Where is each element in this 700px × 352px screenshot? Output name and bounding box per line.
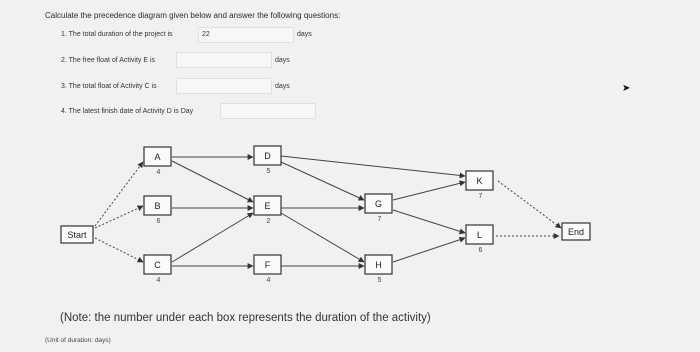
link-start-b <box>95 206 143 228</box>
question-3-label: 3. The total float of Activity C is <box>61 83 157 90</box>
link-start-a <box>95 162 143 226</box>
link-k-end <box>498 181 561 228</box>
activity-boxes <box>144 146 493 284</box>
link-start-c <box>95 238 143 262</box>
link-d-k <box>281 156 465 176</box>
activity-duration-a: 4 <box>156 169 161 176</box>
question-4-label: 4. The latest finish date of Activity D is Day <box>61 108 194 115</box>
link-a-e <box>172 161 253 202</box>
link-g-l <box>393 210 465 233</box>
question-2-unit: days <box>275 57 290 64</box>
link-d-g <box>281 162 364 200</box>
activity-duration-e: 2 <box>266 218 271 225</box>
activity-duration-b: 6 <box>156 218 161 225</box>
activity-label-c: C <box>154 260 161 270</box>
unit-note: (Unit of duration: days) <box>45 337 111 344</box>
activity-duration-f: 4 <box>266 277 271 284</box>
activity-duration-k: 7 <box>478 193 483 200</box>
activity-duration-l: 6 <box>478 247 483 254</box>
activity-duration-c: 4 <box>156 277 161 284</box>
link-g-k <box>393 182 465 200</box>
link-c-e <box>172 213 253 262</box>
activity-duration-g: 7 <box>377 216 382 223</box>
link-e-h <box>281 213 364 262</box>
activity-label-a: A <box>154 152 161 162</box>
question-1-label: 1. The total duration of the project is <box>61 31 173 38</box>
activity-label-d: D <box>264 151 271 161</box>
start-label: Start <box>67 230 87 240</box>
activity-label-k: K <box>476 176 483 186</box>
duration-note: (Note: the number under each box represents the duration of the activity) <box>60 312 431 324</box>
link-h-l <box>393 238 465 262</box>
activity-label-f: F <box>264 260 271 270</box>
activity-duration-h: 5 <box>377 277 382 284</box>
mouse-cursor-icon: ➤ <box>622 83 631 94</box>
question-2-label: 2. The free float of Activity E is <box>61 57 156 64</box>
question-1-answer-input[interactable]: 22 <box>198 27 294 43</box>
activity-label-b: B <box>154 201 161 211</box>
question-1-unit: days <box>297 31 312 38</box>
activity-label-g: G <box>374 199 383 209</box>
question-title: Calculate the precedence diagram given below and answer the following questions: <box>45 11 341 20</box>
activity-label-h: H <box>375 260 382 270</box>
activity-duration-d: 5 <box>266 168 271 175</box>
end-label: End <box>567 227 585 237</box>
question-3-unit: days <box>275 83 290 90</box>
activity-label-l: L <box>476 230 483 240</box>
activity-label-e: E <box>264 201 271 211</box>
